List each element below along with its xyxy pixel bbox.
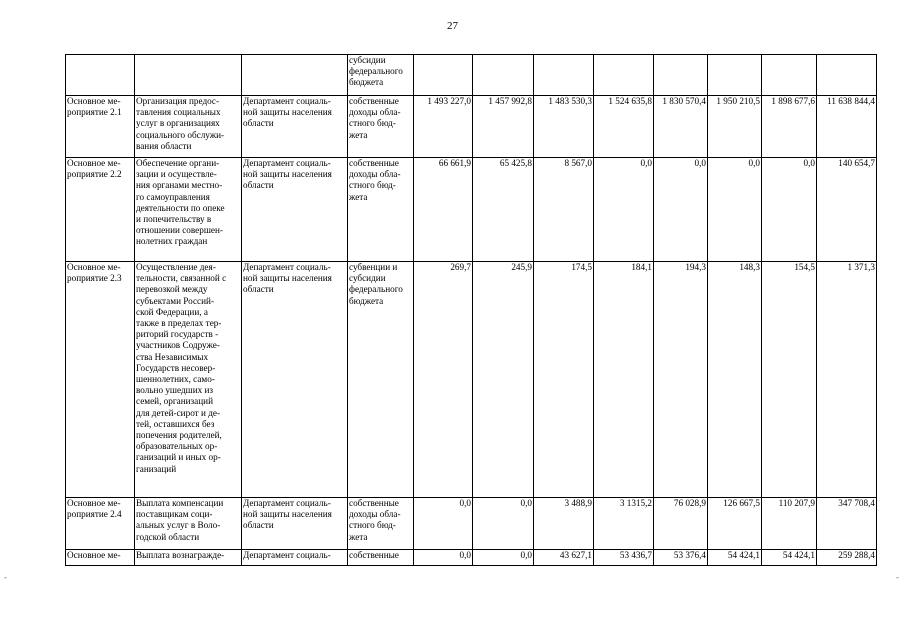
name-cell: Обеспечение органи- зации и осуществле- ния органами местно- го самоуправления деятельности по опеке и попечительству в отношении совершен- нолетних граждан: [135, 158, 242, 262]
value-cell: 1 371,3: [817, 262, 877, 498]
value-cell: 1 483 530,3: [534, 96, 594, 158]
value-cell: [817, 55, 877, 96]
value-cell: 65 425,8: [473, 158, 534, 262]
source-cell: субвенции и субсидии федерального бюджета: [348, 262, 414, 498]
value-cell: 0,0: [708, 158, 762, 262]
name-cell: Организация предос- тавления социальных услуг в организациях социального обслужи- вания области: [135, 96, 242, 158]
value-cell: 1 898 677,6: [762, 96, 817, 158]
value-cell: 1 830 570,4: [654, 96, 708, 158]
value-cell: [594, 55, 654, 96]
value-cell: 53 436,7: [594, 550, 654, 566]
name-cell: Осуществление дея- тельности, связанной с перевозкой между субъектами Россий- ской Федерации, а также в пределах тер- риторий государств - участников Содруже- ства Независимых Государств несовер- шеннолетних, само- вольно ушедших из семей, организаций для детей-сирот и де- тей, оставшихся без попечения родителей, образовательных ор- ганизаций и иных ор- ганизаций: [135, 262, 242, 498]
code-cell: [66, 55, 135, 96]
value-cell: 0,0: [473, 550, 534, 566]
table-row: [66, 262, 877, 498]
source-cell: собственные доходы обла- стного бюд- жета: [348, 158, 414, 262]
executor-cell: Департамент социаль-: [242, 550, 348, 566]
edge-mark: -: [4, 572, 7, 582]
value-cell: 0,0: [594, 158, 654, 262]
code-cell: Основное ме- роприятие 2.4: [66, 498, 135, 550]
executor-cell: Департамент социаль- ной защиты населения области: [242, 498, 348, 550]
value-cell: [473, 55, 534, 96]
executor-cell: Департамент социаль- ной защиты населения области: [242, 96, 348, 158]
value-cell: 3 1315,2: [594, 498, 654, 550]
table-row: [66, 158, 877, 262]
edge-mark: -: [896, 572, 899, 582]
value-cell: 0,0: [414, 498, 473, 550]
value-cell: 184,1: [594, 262, 654, 498]
value-cell: 76 028,9: [654, 498, 708, 550]
value-cell: 66 661,9: [414, 158, 473, 262]
value-cell: 347 708,4: [817, 498, 877, 550]
value-cell: 194,3: [654, 262, 708, 498]
value-cell: [534, 55, 594, 96]
value-cell: 259 288,4: [817, 550, 877, 566]
source-cell: собственные доходы обла- стного бюд- жета: [348, 498, 414, 550]
value-cell: 0,0: [414, 550, 473, 566]
code-cell: Основное ме- роприятие 2.2: [66, 158, 135, 262]
executor-cell: Департамент социаль- ной защиты населения области: [242, 158, 348, 262]
value-cell: 54 424,1: [762, 550, 817, 566]
page-number: 27: [447, 20, 458, 32]
table-row: [66, 96, 877, 158]
value-cell: 3 488,9: [534, 498, 594, 550]
value-cell: 154,5: [762, 262, 817, 498]
name-cell: Выплата компенсации поставщикам соци- альных услуг в Воло- годской области: [135, 498, 242, 550]
value-cell: [708, 55, 762, 96]
value-cell: 0,0: [762, 158, 817, 262]
name-cell: Выплата вознагражде-: [135, 550, 242, 566]
code-cell: Основное ме- роприятие 2.3: [66, 262, 135, 498]
value-cell: 1 457 992,8: [473, 96, 534, 158]
value-cell: 0,0: [473, 498, 534, 550]
value-cell: [762, 55, 817, 96]
table-row: [66, 550, 877, 566]
code-cell: Основное ме-: [66, 550, 135, 566]
value-cell: 43 627,1: [534, 550, 594, 566]
table-row: [66, 55, 877, 96]
value-cell: 148,3: [708, 262, 762, 498]
value-cell: 1 493 227,0: [414, 96, 473, 158]
value-cell: 1 524 635,8: [594, 96, 654, 158]
value-cell: 245,9: [473, 262, 534, 498]
source-cell: субсидии федерального бюджета: [348, 55, 414, 96]
value-cell: 8 567,0: [534, 158, 594, 262]
program-funding-table: [65, 54, 877, 566]
value-cell: 54 424,1: [708, 550, 762, 566]
name-cell: [135, 55, 242, 96]
value-cell: 269,7: [414, 262, 473, 498]
source-cell: собственные: [348, 550, 414, 566]
table-row: [66, 498, 877, 550]
value-cell: [414, 55, 473, 96]
value-cell: 1 950 210,5: [708, 96, 762, 158]
value-cell: 11 638 844,4: [817, 96, 877, 158]
value-cell: [654, 55, 708, 96]
value-cell: 0,0: [654, 158, 708, 262]
value-cell: 174,5: [534, 262, 594, 498]
value-cell: 140 654,7: [817, 158, 877, 262]
code-cell: Основное ме- роприятие 2.1: [66, 96, 135, 158]
executor-cell: Департамент социаль- ной защиты населения области: [242, 262, 348, 498]
value-cell: 53 376,4: [654, 550, 708, 566]
value-cell: 110 207,9: [762, 498, 817, 550]
value-cell: 126 667,5: [708, 498, 762, 550]
source-cell: собственные доходы обла- стного бюд- жета: [348, 96, 414, 158]
executor-cell: [242, 55, 348, 96]
